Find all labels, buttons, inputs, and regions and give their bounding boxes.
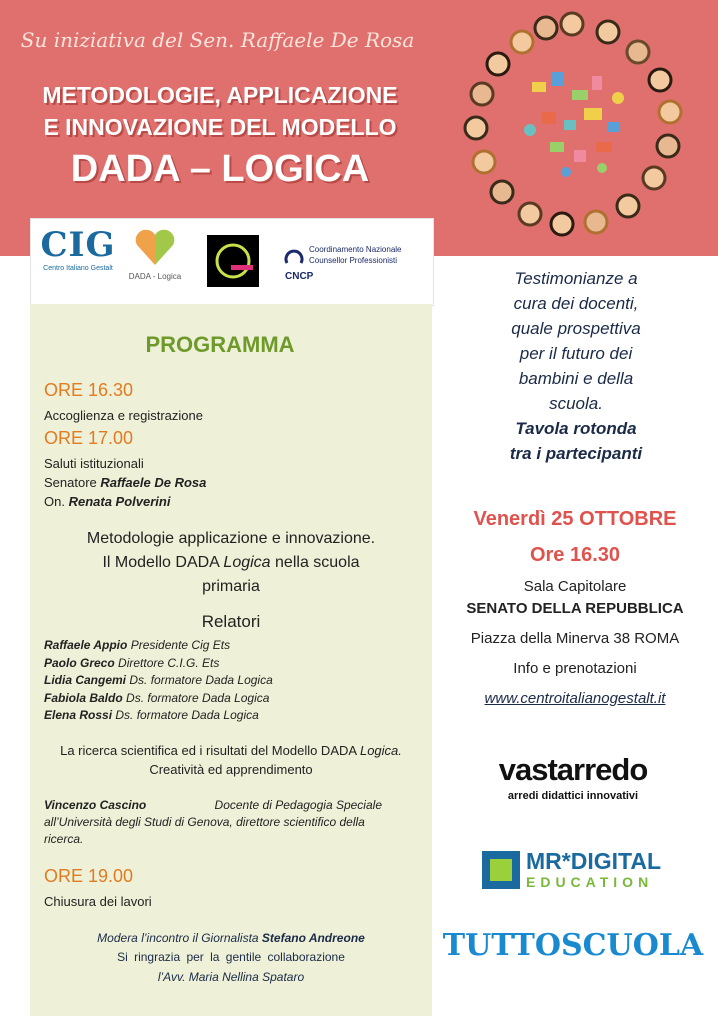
avv-line: l’Avv. Maria Nellina Spataro xyxy=(157,970,305,984)
method-line-2c: nella scuola xyxy=(275,554,360,571)
dark-logo xyxy=(207,235,259,287)
venue-address: Piazza della Minerva 38 ROMA xyxy=(470,630,680,647)
event-time: Ore 16.30 xyxy=(529,544,621,566)
vincenzo-line-3: ricerca. xyxy=(44,832,84,846)
time-1700: ORE 17.00 xyxy=(44,428,134,448)
moderator-prefix: Modera l’incontro il Giornalista xyxy=(97,931,259,945)
speaker-name: Fabiola Baldo xyxy=(44,690,123,705)
website-link[interactable]: www.centroitalianogestalt.it xyxy=(484,690,666,707)
method-line-2b: Logica xyxy=(223,554,271,571)
vincenzo-line-2: all’Università degli Studi di Genova, direttore scientifico della xyxy=(44,815,365,829)
senator-name: Raffaele De Rosa xyxy=(100,475,207,490)
vastarredo-subtitle: arredi didattici innovativi xyxy=(507,790,639,802)
tuttoscuola-logo: TUTTOSCUOLA xyxy=(442,928,704,963)
research-line-2: Creatività ed apprendimento xyxy=(149,762,313,777)
method-line-1: Metodologie applicazione e innovazione. xyxy=(86,530,376,547)
speaker-name: Paolo Greco xyxy=(44,655,115,670)
research-line-1a: La ricerca scientifica ed i risultati del Modello DADA xyxy=(60,743,357,758)
speaker-name: Raffaele Appio xyxy=(44,638,128,652)
swirl-logo-icon xyxy=(207,235,259,287)
item-saluti: Saluti istituzionali xyxy=(44,456,144,471)
testimony-line: per il futuro dei xyxy=(519,344,633,363)
tavola-line-2: tra i partecipanti xyxy=(509,444,643,463)
vincenzo-title: Docente di Pedagogia Speciale xyxy=(214,798,382,812)
cig-logo-text: CIG xyxy=(40,225,116,265)
time-1630: ORE 16.30 xyxy=(44,380,134,400)
program-heading: PROGRAMMA xyxy=(145,332,295,357)
illustration-objects-icon xyxy=(524,72,624,177)
title-line-1: METODOLOGIE, APPLICAZIONE xyxy=(42,82,398,108)
testimony-line: Testimonianze a xyxy=(514,269,638,288)
tavola-line-1: Tavola rotonda xyxy=(515,419,637,438)
speaker-role: Ds. formatore Dada Logica xyxy=(126,690,270,705)
cncp-swirl-icon xyxy=(283,249,305,271)
mr-digital-icon-inner xyxy=(490,859,512,881)
speakers-list xyxy=(44,637,424,725)
vincenzo-name: Vincenzo Cascino xyxy=(44,798,147,812)
title-line-3: DADA – LOGICA xyxy=(70,148,370,190)
children-circle-illustration xyxy=(432,2,712,246)
vincenzo-line-1 xyxy=(44,797,382,814)
partner-logos-box xyxy=(30,218,434,306)
speaker-role: Presidente Cig Ets xyxy=(130,638,231,652)
cncp-line-2: Counsellor Professionisti xyxy=(309,256,398,265)
event-date: Venerdì 25 OTTOBRE xyxy=(473,508,677,530)
speaker-row xyxy=(44,637,424,655)
testimony-line: cura dei docenti, xyxy=(513,294,639,313)
testimony-line: scuola. xyxy=(549,394,603,413)
cncp-line-1: Coordinamento Nazionale xyxy=(309,245,402,254)
speaker-name: Elena Rossi xyxy=(44,708,113,722)
intro-text: Su iniziativa del Sen. Raffaele De Rosa xyxy=(20,28,415,52)
item-chiusura: Chiusura dei lavori xyxy=(44,894,152,909)
research-line-1b: Logica. xyxy=(359,743,402,758)
relatori-heading: Relatori xyxy=(201,612,261,631)
method-line-3: primaria xyxy=(202,578,260,595)
title-line-2: E INNOVAZIONE DEL MODELLO xyxy=(43,114,397,140)
speaker-row xyxy=(44,690,424,708)
venue-room: Sala Capitolare xyxy=(523,578,627,595)
speaker-row xyxy=(44,707,424,725)
cig-logo xyxy=(33,225,123,272)
mr-digital-icon xyxy=(482,851,520,889)
time-1900: ORE 19.00 xyxy=(44,866,134,886)
method-line-2a: Il Modello DADA xyxy=(102,554,219,571)
dada-heart-icon xyxy=(133,227,177,267)
thanks-line: Si ringrazia per la gentile collaborazione xyxy=(117,950,345,964)
speaker-name: Lidia Cangemi xyxy=(44,673,127,687)
on-name: Renata Polverini xyxy=(68,494,171,509)
vastarredo-logo: vastarredo xyxy=(498,752,648,787)
speaker-role: Direttore C.I.G. Ets xyxy=(118,655,220,670)
dada-logo xyxy=(125,227,185,281)
mr-education-text: EDUCATION xyxy=(526,874,654,890)
speaker-row xyxy=(44,672,424,690)
venue-senato: SENATO DELLA REPUBBLICA xyxy=(466,600,684,617)
senator-prefix: Senatore xyxy=(44,475,97,490)
senator-line xyxy=(44,475,206,490)
speaker-role: Ds. formatore Dada Logica xyxy=(115,708,259,722)
dada-logo-text: DADA - Logica xyxy=(128,272,182,281)
item-accoglienza: Accoglienza e registrazione xyxy=(44,408,203,423)
info-label: Info e prenotazioni xyxy=(513,660,637,677)
on-prefix: On. xyxy=(44,494,65,509)
speaker-role: Ds. formatore Dada Logica xyxy=(129,673,273,687)
testimony-line: quale prospettiva xyxy=(511,319,641,338)
method-line-2 xyxy=(30,554,432,572)
vincenzo-block xyxy=(44,797,382,848)
research-line-1 xyxy=(30,743,432,758)
cig-logo-subtitle: Centro Italiano Gestalt xyxy=(43,265,113,272)
mr-digital-text: MR*DIGITAL xyxy=(526,848,662,874)
speaker-row xyxy=(44,655,424,673)
moderator-name: Stefano Andreone xyxy=(261,931,365,945)
testimony-text xyxy=(440,266,712,466)
on-line xyxy=(44,494,170,509)
cncp-text: CNCP xyxy=(285,271,314,282)
moderator-line xyxy=(30,931,432,945)
testimony-line: bambini e della xyxy=(518,369,634,388)
